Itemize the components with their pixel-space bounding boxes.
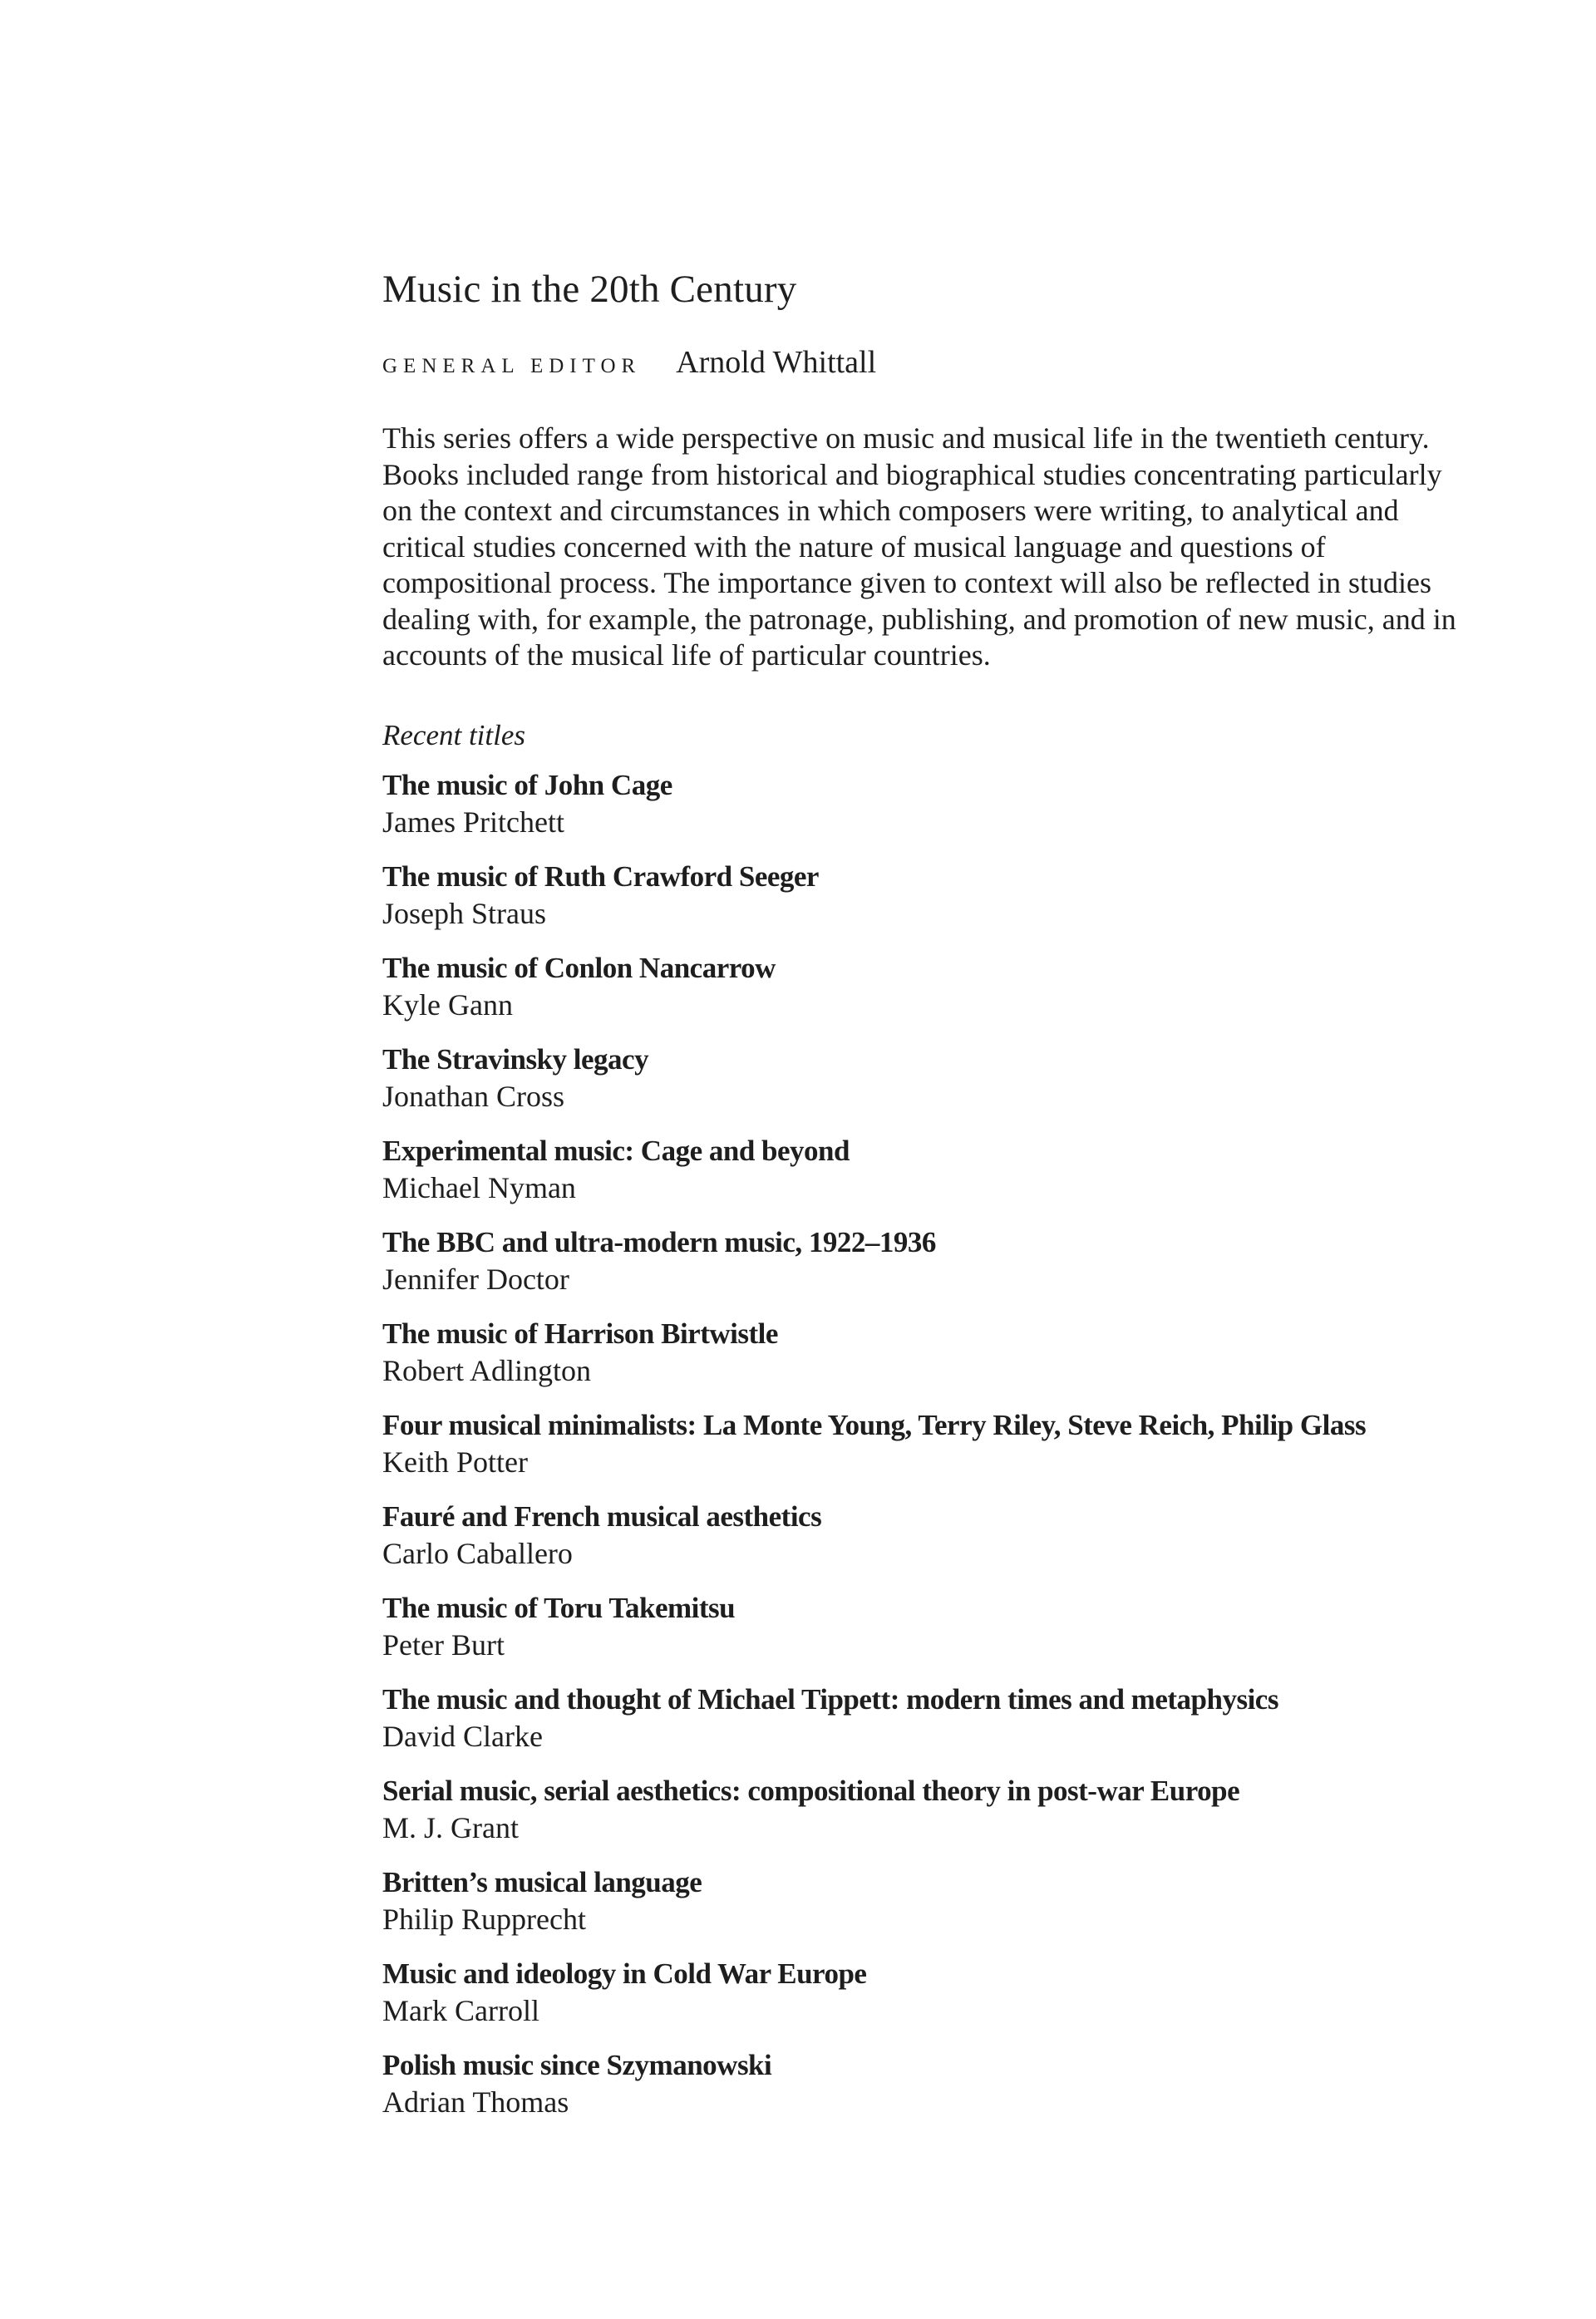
book-title: Polish music since Szymanowski (382, 2048, 772, 2081)
list-item (382, 1499, 1463, 1590)
book-author: Robert Adlington (382, 1353, 591, 1387)
book-title: Fauré and French musical aesthetics (382, 1499, 822, 1533)
list-item (382, 1590, 1463, 1681)
list-item (382, 1316, 1463, 1407)
list-item (382, 1133, 1463, 1224)
book-author: Michael Nyman (382, 1170, 576, 1204)
list-item (382, 1681, 1463, 1773)
general-editor-line (382, 342, 1463, 382)
book-title: Britten’s musical language (382, 1865, 702, 1898)
list-item (382, 1224, 1463, 1316)
book-title: Music and ideology in Cold War Europe (382, 1957, 867, 1990)
series-description: This series offers a wide perspective on music and musical life in the twentieth century. Books included range from historical and biographical studies concentrating particularly on the context and circumstances in which composers were writing, to analytical and critical studies concerned with the nature of musical language and questions of compositional process. The importance given to context will also be reflected in studies dealing with, for example, the patronage, publishing, and promotion of new music, and in accounts of the musical life of particular countries. (382, 421, 1456, 672)
list-item (382, 767, 1463, 859)
book-author: Kyle Gann (382, 987, 513, 1022)
list-item (382, 1956, 1463, 2047)
book-author: Jonathan Cross (382, 1079, 564, 1113)
list-item (382, 1864, 1463, 1956)
book-author: Peter Burt (382, 1627, 505, 1662)
general-editor-name: Arnold Whittall (676, 345, 877, 380)
series-title: Music in the 20th Century (382, 268, 797, 311)
book-author: Keith Potter (382, 1445, 528, 1479)
book-title: Experimental music: Cage and beyond (382, 1134, 850, 1167)
recent-titles-list (382, 767, 1463, 2139)
book-author: Joseph Straus (382, 896, 546, 930)
book-title: The BBC and ultra-modern music, 1922–1936 (382, 1225, 936, 1258)
book-author: M. J. Grant (382, 1810, 519, 1844)
book-title: Serial music, serial aesthetics: compositional theory in post-war Europe (382, 1774, 1240, 1807)
book-title: The music of Toru Takemitsu (382, 1591, 736, 1624)
book-title: The Stravinsky legacy (382, 1042, 649, 1076)
book-author: Adrian Thomas (382, 2085, 569, 2119)
book-title: The music of Ruth Crawford Seeger (382, 859, 819, 893)
book-author: Mark Carroll (382, 1993, 539, 2027)
book-author: James Pritchett (382, 805, 564, 839)
list-item (382, 859, 1463, 950)
book-author: Philip Rupprecht (382, 1902, 586, 1936)
list-item (382, 1773, 1463, 1864)
list-item (382, 950, 1463, 1041)
book-author: Jennifer Doctor (382, 1262, 569, 1296)
book-author: David Clarke (382, 1719, 543, 1753)
book-title: The music and thought of Michael Tippett: modern times and metaphysics (382, 1682, 1278, 1716)
book-author: Carlo Caballero (382, 1536, 573, 1570)
book-title: The music of John Cage (382, 768, 672, 801)
recent-titles-heading: Recent titles (382, 718, 526, 751)
book-title: Four musical minimalists: La Monte Young, Terry Riley, Steve Reich, Philip Glass (382, 1408, 1367, 1441)
list-item (382, 1041, 1463, 1133)
series-page (382, 264, 1463, 2139)
general-editor-label: GENERAL EDITOR (382, 355, 642, 377)
book-title: The music of Harrison Birtwistle (382, 1317, 778, 1350)
book-title: The music of Conlon Nancarrow (382, 951, 776, 984)
list-item (382, 1407, 1463, 1499)
list-item (382, 2047, 1463, 2139)
